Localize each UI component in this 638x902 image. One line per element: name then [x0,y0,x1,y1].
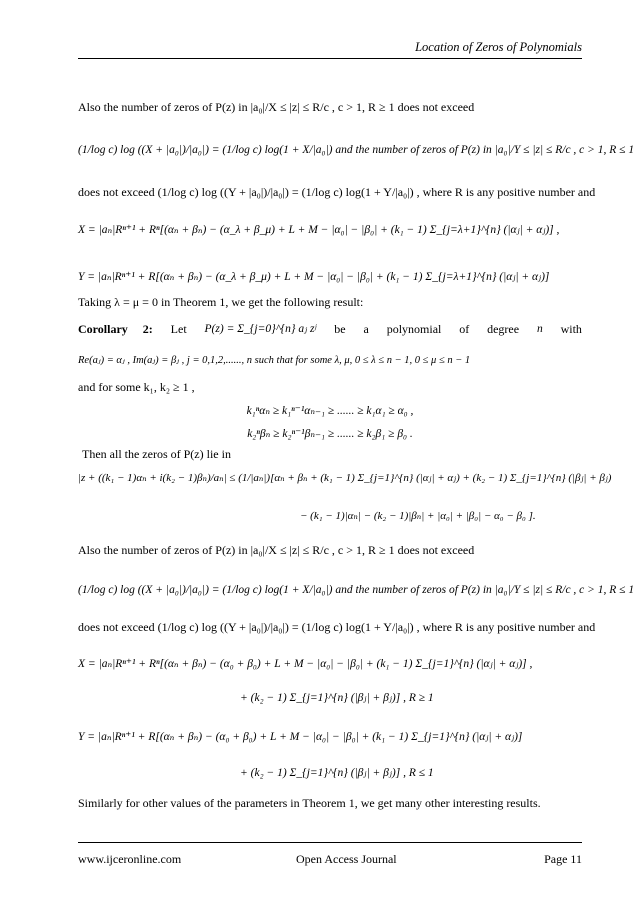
corollary-word: of [459,322,470,336]
text-line: and for some k₁, k₂ ≥ 1 , [78,380,195,394]
corollary-statement [78,322,582,337]
corollary-heading [78,322,153,337]
corollary-label: Corollary [78,322,128,336]
corollary-word: degree [487,322,520,336]
corollary-word: a [363,322,369,336]
corollary-word: Let [170,322,187,336]
text-line: does not exceed (1/log c) log ((Y + |a₀|)/|a₀|) = (1/log c) log(1 + Y/|a₀|) , where R is any positive number and [78,185,596,199]
equation-chain-1: k₁ⁿαₙ ≥ k₁ⁿ⁻¹αₙ₋₁ ≥ ...... ≥ k₁α₁ ≥ α₀ , [246,405,414,417]
header-divider [78,58,582,59]
corollary-word: n [536,323,543,335]
footer-journal: Open Access Journal [296,852,397,866]
equation-x: X = |aₙ|Rⁿ⁺¹ + Rⁿ[(αₙ + βₙ) − (α_λ + β_μ) + L + M − |α₀| − |β₀| + (k₁ − 1) Σ_{j=λ+1}^{n} (|αⱼ| + αⱼ)] , [78,224,560,236]
equation-line: Re(aⱼ) = αⱼ , Im(aⱼ) = βⱼ , j = 0,1,2,......, n such that for some λ, μ, 0 ≤ λ ≤ n − 1, 0 ≤ μ ≤ n − 1 [78,355,471,366]
text-line: Then all the zeros of P(z) lie in [82,447,231,461]
text-line: Taking λ = μ = 0 in Theorem 1, we get the following result: [78,295,364,309]
text-line: Also the number of zeros of P(z) in |a₀|/X ≤ |z| ≤ R/c , c > 1, R ≥ 1 does not exceed [78,100,475,114]
footer-page-number: Page 11 [544,852,582,866]
corollary-word: be [334,322,346,336]
equation-bound-cont: − (k₁ − 1)|αₙ| − (k₂ − 1)|βₙ| + |α₀| + |β₀| − α₀ − β₀ ]. [300,510,536,522]
text-line: Similarly for other values of the parameters in Theorem 1, we get many other interesting results. [78,796,541,810]
equation-y-cont: + (k₂ − 1) Σ_{j=1}^{n} (|βⱼ| + βⱼ)] , R ≤ 1 [240,767,434,779]
equation-line: (1/log c) log ((X + |a₀|)/|a₀|) = (1/log c) log(1 + X/|a₀|) and the number of zeros of P(z) in |a₀|/Y ≤ |z| ≤ R/c , c > 1, R ≤ 1 [78,584,635,596]
text-line: does not exceed (1/log c) log ((Y + |a₀|)/|a₀|) = (1/log c) log(1 + Y/|a₀|) , where R is any positive number and [78,620,596,634]
equation-x-cont: + (k₂ − 1) Σ_{j=1}^{n} (|βⱼ| + βⱼ)] , R ≥ 1 [240,692,434,704]
running-title: Location of Zeros of Polynomials [415,40,582,54]
footer-divider [78,842,582,843]
corollary-word: polynomial [386,322,442,336]
equation-line: (1/log c) log ((X + |a₀|)/|a₀|) = (1/log c) log(1 + X/|a₀|) and the number of zeros of P(z) in |a₀|/Y ≤ |z| ≤ R/c , c > 1, R ≤ 1 [78,144,635,156]
footer-website: www.ijceronline.com [78,852,182,866]
equation-x: X = |aₙ|Rⁿ⁺¹ + Rⁿ[(αₙ + βₙ) − (α₀ + β₀) + L + M − |α₀| − |β₀| + (k₁ − 1) Σ_{j=1}^{n} (|αⱼ| + αⱼ)] , [78,658,533,670]
corollary-number: 2: [142,322,153,336]
equation-y: Y = |aₙ|Rⁿ⁺¹ + R[(αₙ + βₙ) − (α_λ + β_μ) + L + M − |α₀| − |β₀| + (k₁ − 1) Σ_{j=λ+1}^{n} (|αⱼ| + αⱼ)] [78,271,550,283]
equation-bound: |z + ((k₁ − 1)αₙ + i(k₂ − 1)βₙ)/aₙ| ≤ (1/|aₙ|)[αₙ + βₙ + (k₁ − 1) Σ_{j=1}^{n} (|αⱼ| + αⱼ) + (k₂ − 1) Σ_{j=1}^{n} (|βⱼ| + βⱼ) [78,472,612,484]
text-line: Also the number of zeros of P(z) in |a₀|/X ≤ |z| ≤ R/c , c > 1, R ≥ 1 does not exceed [78,543,475,557]
equation-chain-2: k₂ⁿβₙ ≥ k₂ⁿ⁻¹βₙ₋₁ ≥ ...... ≥ k₂β₁ ≥ β₀ . [247,428,413,440]
corollary-formula: P(z) = Σ_{j=0}^{n} aⱼ zʲ [204,323,317,335]
corollary-word: with [560,322,582,336]
equation-y: Y = |aₙ|Rⁿ⁺¹ + R[(αₙ + βₙ) − (α₀ + β₀) + L + M − |α₀| − |β₀| + (k₁ − 1) Σ_{j=1}^{n} (|αⱼ| + αⱼ)] [78,731,523,743]
